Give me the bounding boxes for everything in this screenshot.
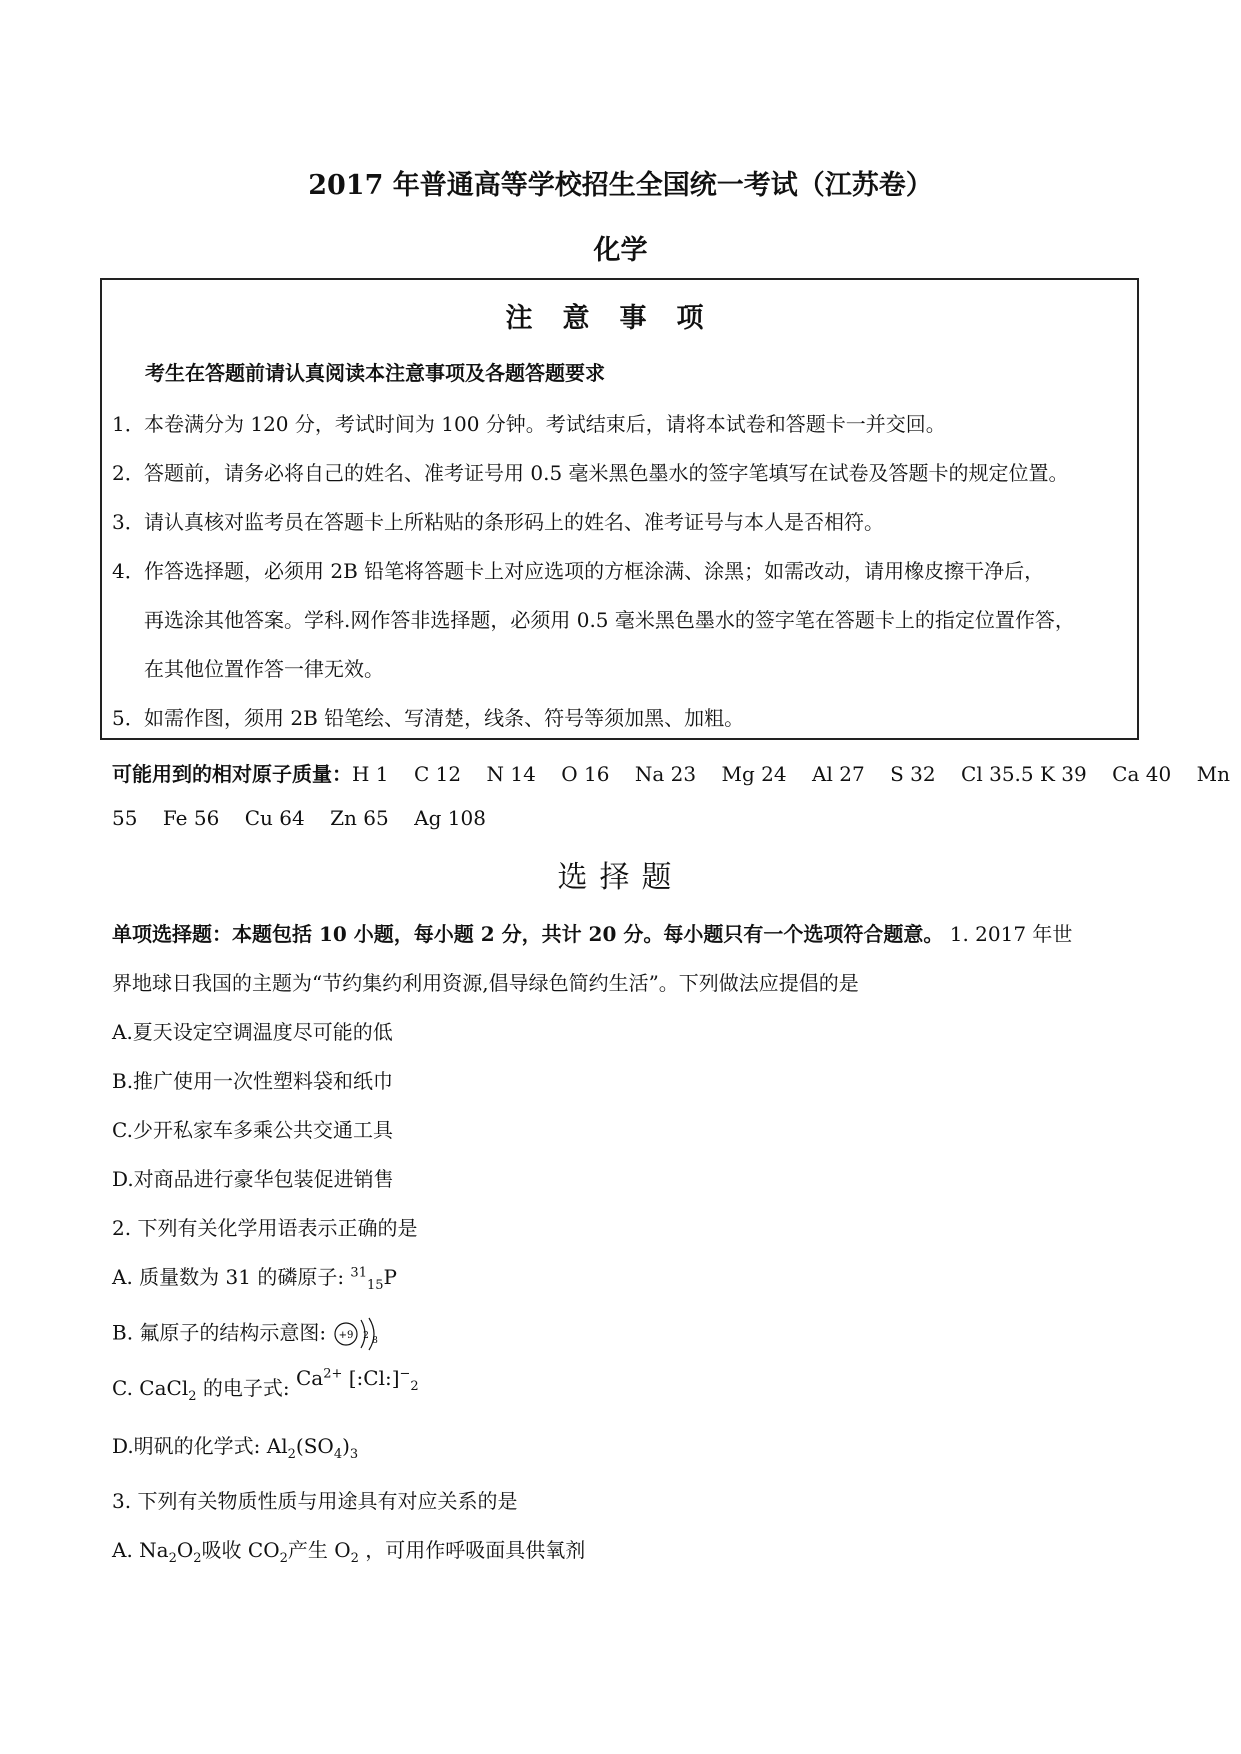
- question-2-stem: 2. 下列有关化学用语表示正确的是: [112, 1216, 418, 1240]
- mass-number: 31: [350, 1265, 367, 1281]
- question-3-option-a: [112, 1534, 585, 1566]
- question-1-start: 1. 2017 年世: [943, 922, 1073, 946]
- question-1-option-d: D.对商品进行豪华包装促进销售: [112, 1167, 394, 1191]
- anion-bracket: [:Cl:]: [348, 1366, 400, 1390]
- question-1-option-b: B.推广使用一次性塑料袋和纸巾: [112, 1069, 394, 1093]
- option-text-2: 的电子式:: [196, 1376, 296, 1400]
- notice-item-4: [112, 555, 1044, 584]
- electron-formula: [295, 1366, 419, 1394]
- atomic-masses-line-2: 55 Fe 56 Cu 64 Zn 65 Ag 108: [112, 806, 486, 830]
- subscript: 2: [193, 1551, 202, 1566]
- exam-subject: 化学: [593, 235, 648, 266]
- atomic-masses-label: 可能用到的相对原子质量：: [112, 762, 352, 786]
- question-1-option-c: C.少开私家车多乘公共交通工具: [112, 1118, 393, 1142]
- notice-item-3: [112, 506, 884, 535]
- cation-charge: 2+: [323, 1366, 343, 1382]
- question-2-option-a: [112, 1261, 397, 1293]
- option-text: D.明矾的化学式: Al: [112, 1434, 288, 1458]
- notice-item-number: 3．: [112, 510, 145, 534]
- question-2-option-d: [112, 1430, 358, 1462]
- formula-part: O: [176, 1538, 194, 1562]
- atomic-number: 15: [366, 1278, 384, 1293]
- formula-part: ): [342, 1434, 350, 1458]
- section-title: 选择题: [557, 860, 684, 895]
- subscript: 2: [168, 1551, 177, 1566]
- notice-item-number: 2．: [112, 461, 145, 485]
- notice-item-text: 请认真核对监考员在答题卡上所粘贴的条形码上的姓名、准考证号与本人是否相符。: [144, 510, 884, 534]
- shell-electrons-1: 2: [362, 1331, 369, 1341]
- option-text: ，可用作呼吸面具供氧剂: [358, 1538, 586, 1562]
- option-text: B. 氟原子的结构示意图:: [112, 1320, 333, 1345]
- notice-item-text: 如需作图，须用 2B 铅笔绘、写清楚，线条、符号等须加黑、加粗。: [144, 706, 745, 730]
- notice-item-4-line-3: 在其他位置作答一律无效。: [144, 657, 384, 681]
- notice-item-number: 1．: [112, 412, 145, 436]
- subscript: 2: [287, 1447, 296, 1462]
- option-text: A. 质量数为 31 的磷原子:: [112, 1265, 351, 1289]
- notice-item-number: 5．: [112, 706, 145, 730]
- option-text: C. CaCl: [112, 1376, 189, 1400]
- formula-part: (SO: [295, 1434, 334, 1458]
- question-2-option-b: [112, 1316, 381, 1352]
- fluorine-structure-diagram: [333, 1316, 381, 1352]
- question-1-stem: 界地球日我国的主题为“节约集约利用资源,倡导绿色简约生活”。下列做法应提倡的是: [112, 971, 859, 995]
- notice-item-number: 4．: [112, 559, 145, 583]
- question-3-stem: 3. 下列有关物质性质与用途具有对应关系的是: [112, 1489, 518, 1513]
- formula-part: 吸收 CO: [201, 1538, 280, 1562]
- element-symbol: P: [383, 1265, 397, 1289]
- notice-title: 注意事项: [505, 303, 734, 334]
- instructions-bold: 单项选择题：本题包括 10 小题，每小题 2 分，共计 20 分。每小题只有一个选项符合题意。: [112, 922, 944, 946]
- notice-item-text: 答题前，请务必将自己的姓名、准考证号用 0.5 毫米黑色墨水的签字笔填写在试卷及答题卡的规定位置。: [144, 461, 1069, 485]
- notice-item-1: [112, 408, 946, 437]
- question-1-option-a: A.夏天设定空调温度尽可能的低: [112, 1020, 393, 1044]
- atomic-masses-values: H 1 C 12 N 14 O 16 Na 23 Mg 24 Al 27 S 32 Cl 35.5 K 39 Ca 40 Mn: [352, 762, 1230, 786]
- subscript: 2: [279, 1551, 288, 1566]
- subscript: 4: [333, 1447, 343, 1462]
- notice-item-text: 作答选择题，必须用 2B 铅笔将答题卡上对应选项的方框涂满、涂黑；如需改动，请用橡皮擦干净后，: [144, 559, 1045, 583]
- notice-intro: 考生在答题前请认真阅读本注意事项及各题答题要求: [145, 361, 605, 385]
- exam-title: 2017 年普通高等学校招生全国统一考试（江苏卷）: [308, 170, 933, 201]
- anion-count: 2: [410, 1379, 419, 1394]
- formula-part: 产生 O: [287, 1538, 351, 1562]
- notice-item-2: [112, 457, 1069, 486]
- nucleus-charge: +9: [338, 1330, 353, 1341]
- question-2-option-c: [112, 1366, 419, 1404]
- subscript: 2: [350, 1551, 359, 1566]
- formula-part: A. Na: [112, 1538, 169, 1562]
- cation-symbol: Ca: [295, 1366, 324, 1390]
- subscript: 3: [349, 1447, 359, 1462]
- anion-charge: −: [399, 1366, 411, 1382]
- atomic-masses-line-1: [112, 758, 1230, 787]
- instructions-line-1: [112, 918, 1072, 947]
- subscript: 2: [188, 1389, 197, 1404]
- notice-item-text: 本卷满分为 120 分，考试时间为 100 分钟。考试结束后，请将本试卷和答题卡一并交回。: [144, 412, 946, 436]
- notice-item-5: [112, 702, 744, 731]
- notice-item-4-line-2: 再选涂其他答案。学科.网作答非选择题，必须用 0.5 毫米黑色墨水的签字笔在答题卡上的指定位置作答，: [144, 608, 1075, 632]
- shell-electrons-2: 8: [371, 1336, 378, 1346]
